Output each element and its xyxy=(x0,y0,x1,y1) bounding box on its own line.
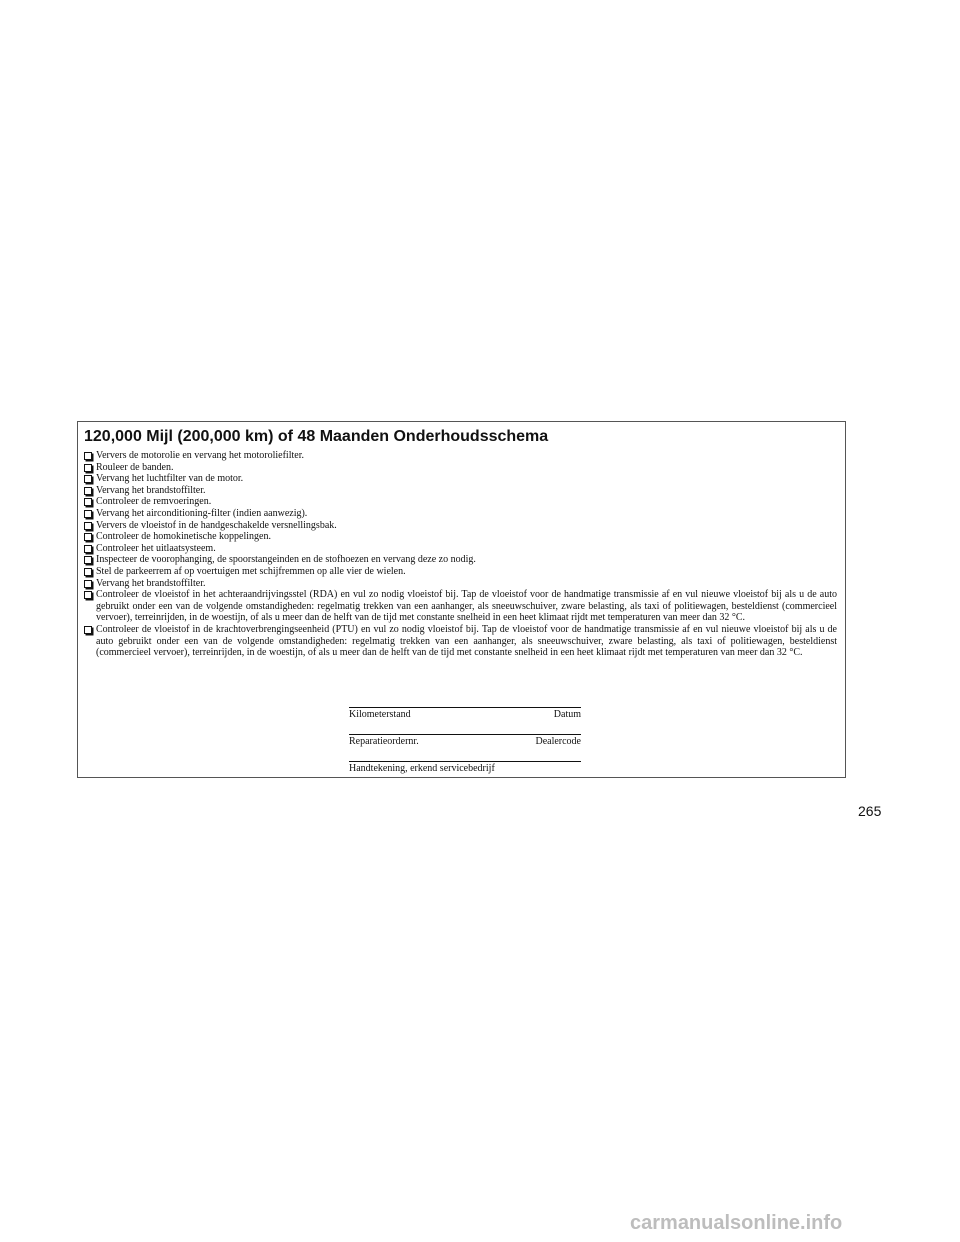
task-item xyxy=(84,543,837,555)
checkbox-icon xyxy=(84,522,92,530)
task-text: Controleer de homokinetische koppelingen. xyxy=(96,531,271,543)
checkbox-icon xyxy=(84,580,92,588)
schedule-title: 120,000 Mijl (200,000 km) of 48 Maanden Onderhoudsschema xyxy=(84,428,549,445)
checkbox-icon xyxy=(84,464,92,472)
checkbox-icon xyxy=(84,498,92,506)
maintenance-schedule-box xyxy=(77,421,846,778)
checkbox-icon xyxy=(84,591,92,599)
page-number: 265 xyxy=(858,803,882,819)
task-item xyxy=(84,624,837,659)
watermark: carmanualsonline.info xyxy=(630,1212,843,1234)
task-text: Ververs de motorolie en vervang het motoroliefilter. xyxy=(96,450,304,461)
task-text: Vervang het luchtfilter van de motor. xyxy=(96,473,244,485)
checkbox-icon xyxy=(84,487,92,495)
task-text: Vervang het brandstoffilter. xyxy=(96,484,206,496)
task-text: Ververs de vloeistof in de handgeschakelde versnellingsbak. xyxy=(96,519,337,531)
checkbox-icon xyxy=(84,533,92,541)
signature-row-odometer xyxy=(349,707,581,734)
checkbox-icon xyxy=(84,626,92,634)
task-item xyxy=(84,520,837,532)
signature-block xyxy=(349,707,581,788)
date-label: Datum xyxy=(553,709,581,720)
task-text: Vervang het brandstoffilter. xyxy=(96,577,206,589)
task-list xyxy=(84,450,837,659)
task-item xyxy=(84,589,837,624)
task-item xyxy=(84,462,837,474)
task-text: Controleer de vloeistof in de krachtoverbrengingseenheid (PTU) en vul zo nodig vloeistof bij. Tap de vloeistof voor de handmatige transmissie af en vul nieuwe vloeistof bij als u de auto gebruikt onder een van de volgende omstandigheden: regelmatig trekken van een aanhanger, als sneeuwschuiver, zware belasting, als taxi of politiewagen, besteldienst (commercieel vervoer), terreinrijden, in de woestijn, of als u meer dan de helft van de tijd met constante snelheid in een heet klimaat rijdt met temperaturen van meer dan 32 °C. xyxy=(96,623,837,659)
checkbox-icon xyxy=(84,568,92,576)
checkbox-icon xyxy=(84,545,92,553)
task-text: Vervang het airconditioning-filter (indien aanwezig). xyxy=(96,507,308,519)
signature-label: Handtekening, erkend servicebedrijf xyxy=(349,763,495,774)
task-text: Inspecteer de voorophanging, de spoorstangeinden en de stofhoezen en vervang deze zo nodig. xyxy=(96,554,476,566)
task-item xyxy=(84,531,837,543)
task-text: Controleer het uitlaatsysteem. xyxy=(96,542,216,554)
task-text: Rouleer de banden. xyxy=(96,461,174,473)
task-item xyxy=(84,496,837,508)
task-item xyxy=(84,566,837,578)
repair-order-label: Reparatieordernr. xyxy=(349,736,419,747)
task-item xyxy=(84,508,837,520)
task-text: Controleer de remvoeringen. xyxy=(96,496,212,508)
task-item xyxy=(84,554,837,566)
signature-row-signature xyxy=(349,761,581,788)
signature-row-repair-order xyxy=(349,734,581,761)
checkbox-icon xyxy=(84,510,92,518)
checkbox-icon xyxy=(84,452,92,460)
task-text: Stel de parkeerrem af op voertuigen met schijfremmen op alle vier de wielen. xyxy=(96,565,406,577)
task-item xyxy=(84,473,837,485)
checkbox-icon xyxy=(84,556,92,564)
task-text: Controleer de vloeistof in het achteraandrijvingsstel (RDA) en vul zo nodig vloeistof bij. Tap de vloeistof voor de handmatige transmissie af en vul nieuwe vloeistof bij als u de auto gebruikt onder een van de volgende omstandigheden: regelmatig trekken van een aanhanger, als sneeuwschuiver, zware belasting, als taxi of politiewagen, besteldienst (commercieel vervoer), terreinrijden, in de woestijn, of als u meer dan de helft van de tijd met constante snelheid in een heet klimaat rijdt met temperaturen van meer dan 32 °C. xyxy=(96,589,837,624)
dealer-code-label: Dealercode xyxy=(535,736,581,747)
odometer-label: Kilometerstand xyxy=(349,709,411,720)
task-item xyxy=(84,578,837,590)
checkbox-icon xyxy=(84,475,92,483)
task-item xyxy=(84,450,837,462)
task-item xyxy=(84,485,837,497)
